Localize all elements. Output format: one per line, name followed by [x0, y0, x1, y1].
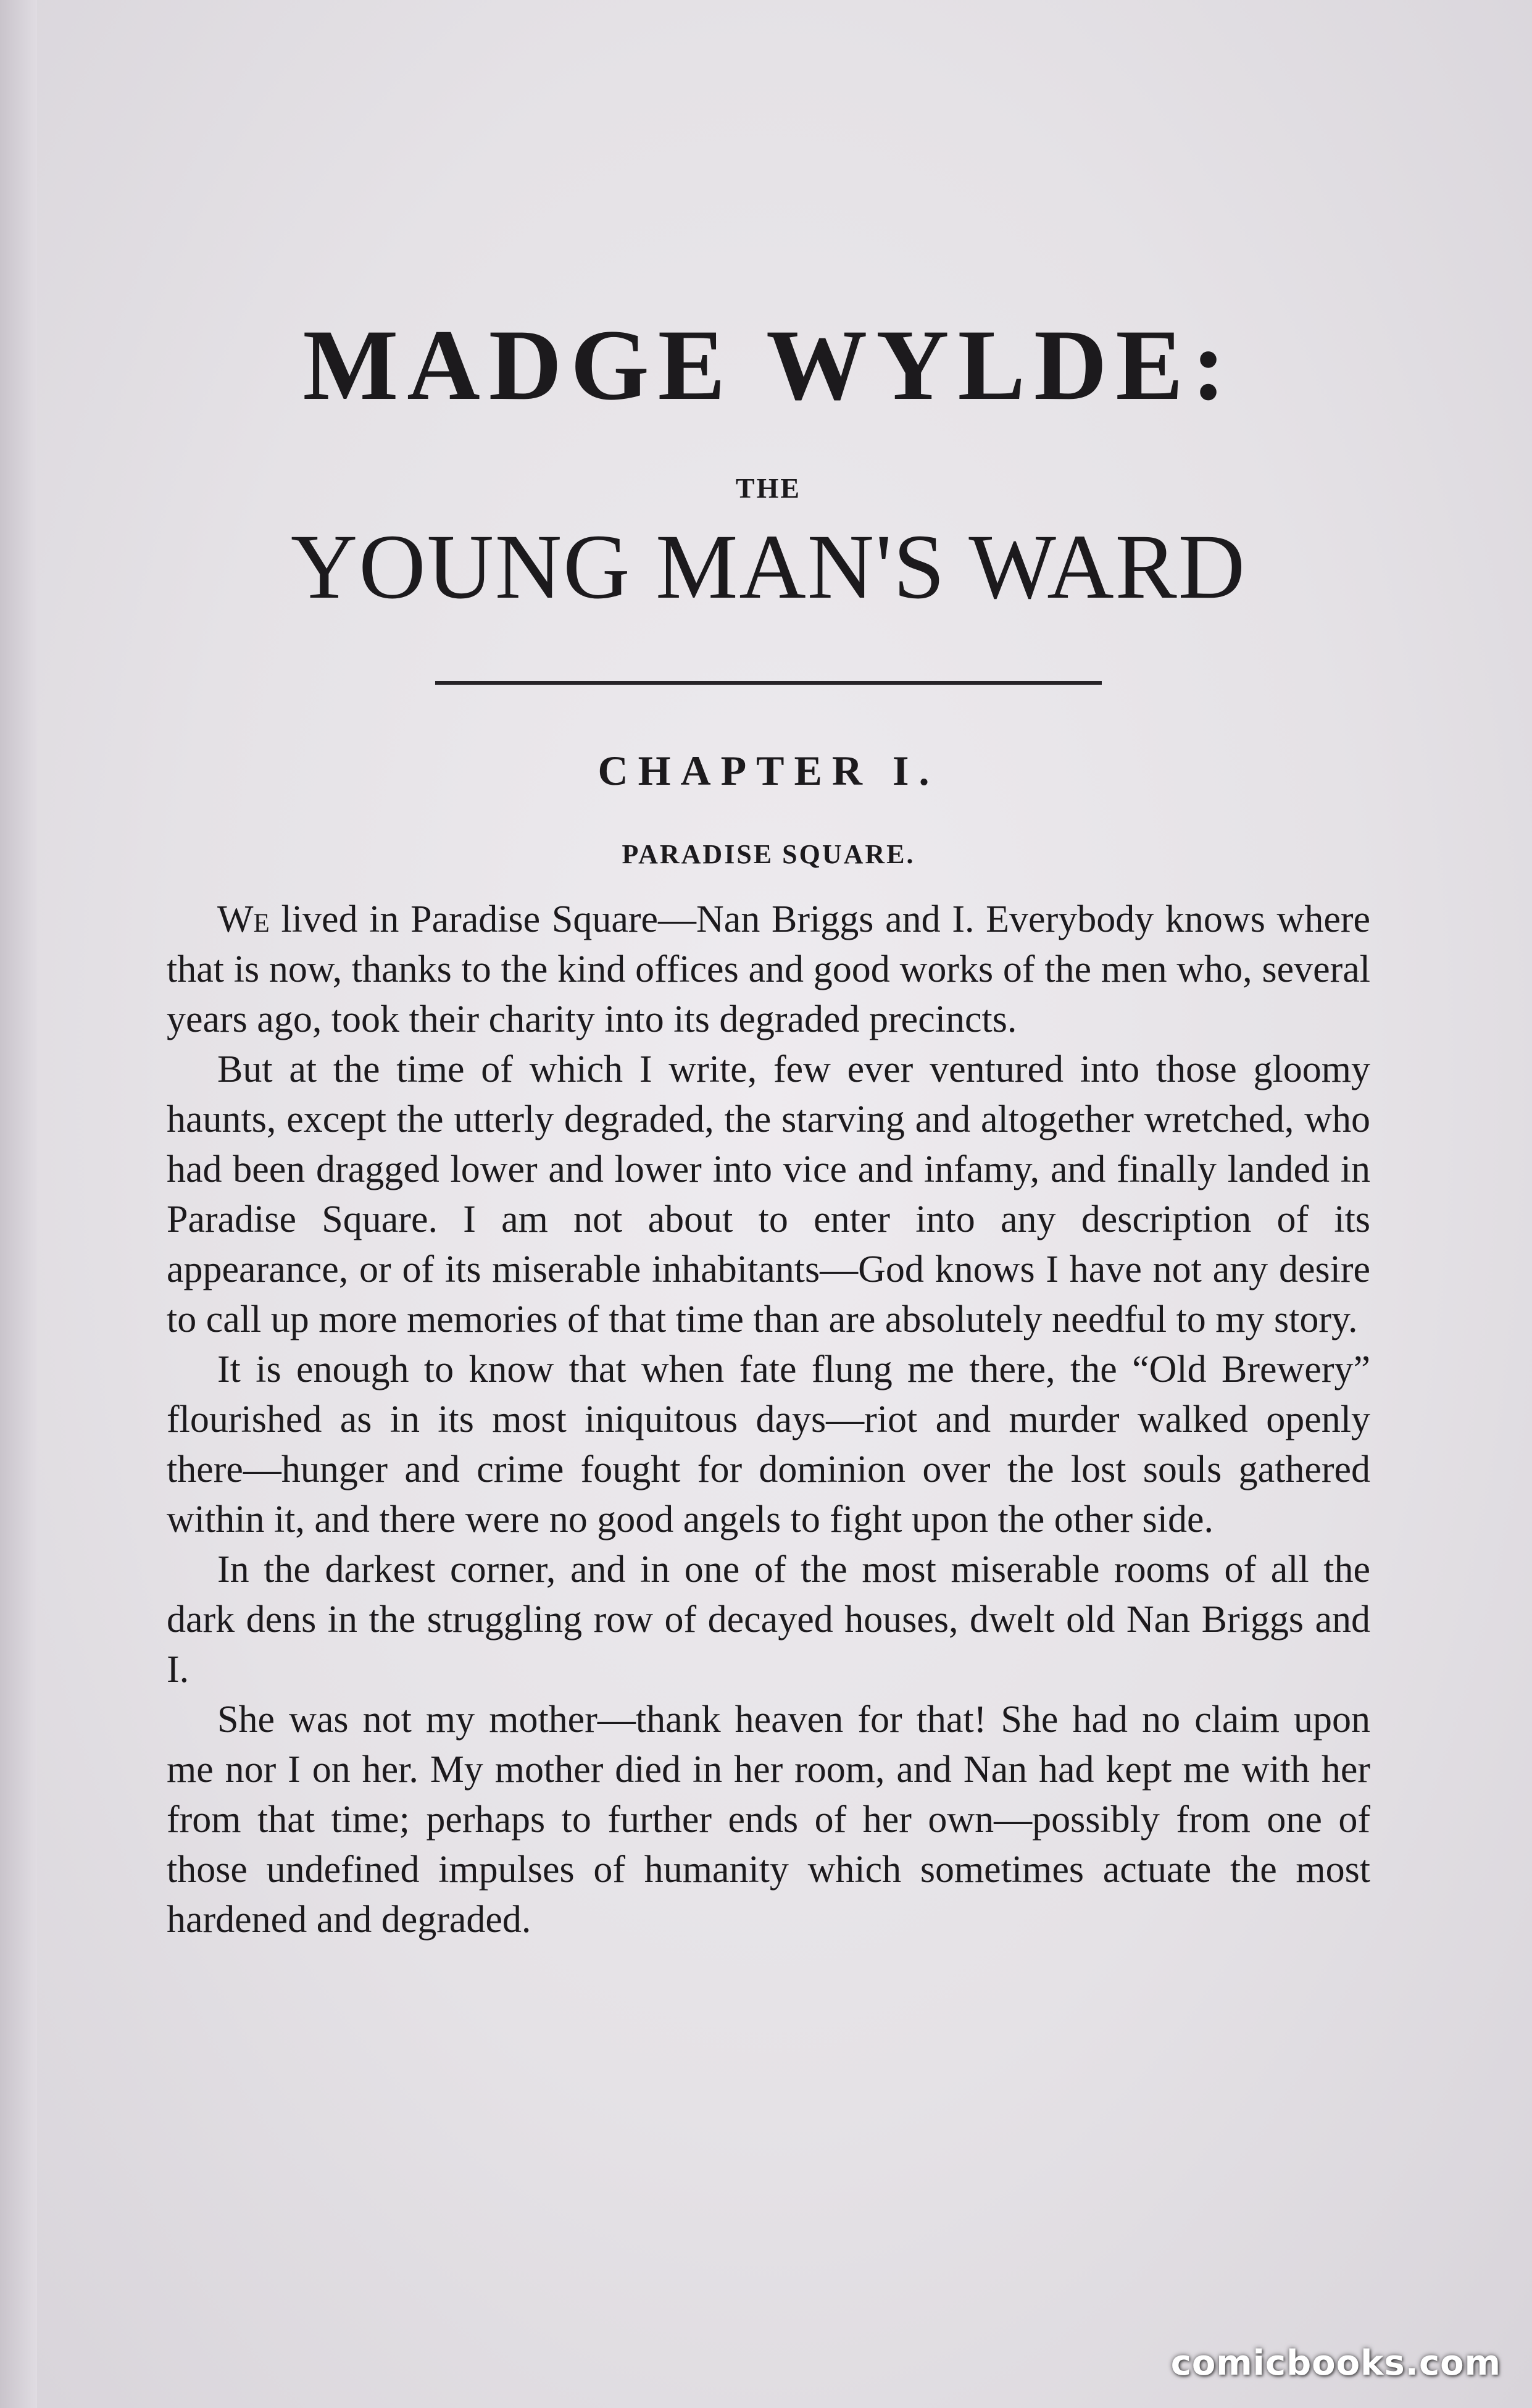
page-binding-edge [0, 0, 37, 2408]
paragraph [167, 895, 1370, 1045]
paragraph-text: lived in Paradise Square—Nan Briggs and I. Everybody knows where that is now, thanks to the kind offices and good works of the men who, several years ago, took their charity into its degraded precincts. [167, 898, 1370, 1040]
title-divider [435, 681, 1102, 685]
paragraph: In the darkest corner, and in one of the most miserable rooms of all the dark dens in the struggling row of decayed houses, dwelt old Nan Briggs and I. [167, 1549, 1370, 1691]
paragraph: It is enough to know that when fate flung me there, the “Old Brewery” flourished as in its most iniquitous days—riot and murder walked openly there—hunger and crime fought for dominion over the lost souls gathered within it, and there were no good angels to fight upon the other side. [167, 1348, 1370, 1541]
chapter-body [167, 895, 1370, 1945]
opening-word: We [217, 898, 270, 940]
book-title: MADGE WYLDE: [302, 309, 1234, 421]
chapter-heading: CHAPTER I. [597, 747, 939, 794]
page-content [167, 309, 1370, 1945]
chapter-title: PARADISE SQUARE. [622, 839, 915, 869]
subtitle-connector: THE [735, 472, 802, 504]
book-subtitle: YOUNG MAN'S WARD [290, 516, 1247, 618]
paragraph: She was not my mother—thank heaven for that! She had no claim upon me nor I on her. My mother died in her room, and Nan had kept me with her from that time; perhaps to further ends of her own—possibly from one of those undefined impulses of humanity which sometimes actuate the most hardened and degraded. [167, 1699, 1370, 1941]
paragraph: But at the time of which I write, few ever ventured into those gloomy haunts, except the utterly degraded, the starving and altogether wretched, who had been dragged lower and lower into vice and infamy, and finally landed in Paradise Square. I am not about to enter into any description of its appearance, or of its miserable inhabitants—God knows I have not any desire to call up more memories of that time than are absolutely needful to my story. [167, 1048, 1370, 1340]
watermark: comicbooks.com [1170, 2343, 1501, 2383]
